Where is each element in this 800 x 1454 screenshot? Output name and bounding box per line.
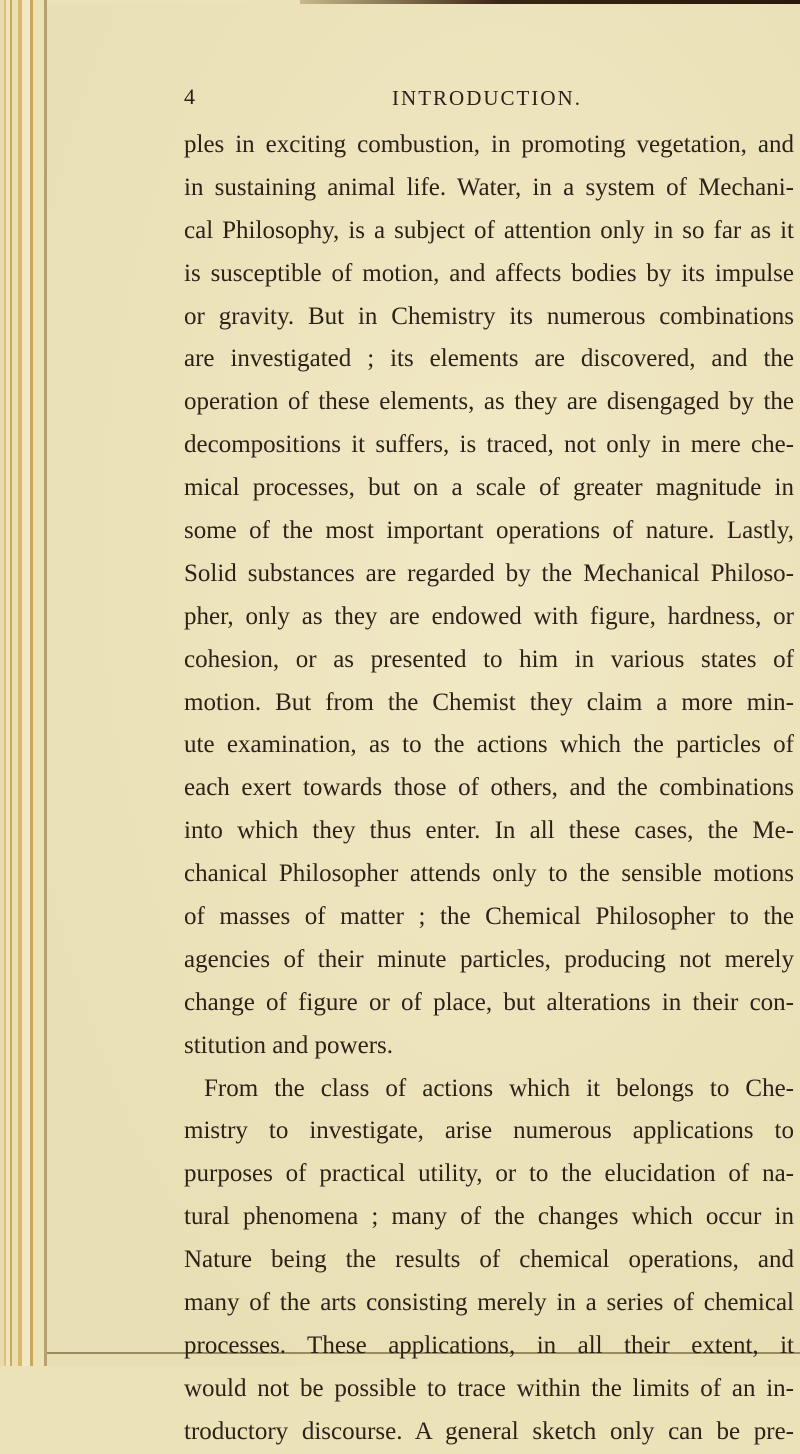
text-line: mistry to investigate, arise numerous applications to: [184, 1117, 794, 1145]
text-line: Solid substances are regarded by the Mechanical Philoso-: [184, 559, 794, 587]
text-line: change of figure or of place, but alterations in their con-: [184, 988, 794, 1016]
body-text: [184, 124, 794, 1454]
running-title: INTRODUCTION.: [392, 86, 582, 110]
text-line: ute examination, as to the actions which the particles of: [184, 731, 794, 759]
text-line: operation of these elements, as they are disengaged by the: [184, 388, 794, 416]
text-line: into which they thus enter. In all these cases, the Me-: [184, 817, 794, 845]
text-line: would not be possible to trace within the limits of an in-: [184, 1374, 794, 1402]
text-line: motion. But from the Chemist they claim a more min-: [184, 688, 794, 716]
text-line: pher, only as they are endowed with figure, hardness, or: [184, 602, 794, 630]
text-line: tural phenomena ; many of the changes which occur in: [184, 1203, 794, 1231]
text-line: some of the most important operations of nature. Lastly,: [184, 517, 794, 545]
text-line: processes. These applications, in all their extent, it: [184, 1331, 794, 1359]
text-line: cal Philosophy, is a subject of attention only in so far as it: [184, 216, 794, 244]
text-line: stitution and powers.: [184, 1031, 394, 1059]
text-line: ples in exciting combustion, in promoting vegetation, and: [184, 131, 794, 158]
text-line: decompositions it suffers, is traced, not only in mere che-: [184, 431, 794, 459]
text-line: cohesion, or as presented to him in various states of: [184, 645, 794, 673]
text-line: chanical Philosopher attends only to the sensible motions: [184, 860, 794, 888]
text-line: Nature being the results of chemical operations, and: [184, 1246, 794, 1274]
text-line: of masses of matter ; the Chemical Philosopher to the: [184, 903, 794, 931]
text-line: are investigated ; its elements are discovered, and the: [184, 345, 794, 373]
text-line: many of the arts consisting merely in a series of chemical: [184, 1289, 794, 1317]
page-number: 4: [184, 84, 195, 109]
text-line: troductory discourse. A general sketch only can be pre-: [184, 1417, 794, 1445]
text-line: or gravity. But in Chemistry its numerous combinations: [184, 302, 794, 330]
text-line: in sustaining animal life. Water, in a system of Mechani-: [184, 173, 794, 201]
book-spine-edge: [0, 0, 46, 1366]
text-line: mical processes, but on a scale of greater magnitude in: [184, 474, 794, 502]
text-line: each exert towards those of others, and the combinations: [184, 774, 794, 802]
text-line: agencies of their minute particles, producing not merely: [184, 945, 794, 973]
page-header: [184, 84, 790, 114]
text-line: is susceptible of motion, and affects bodies by its impulse: [184, 259, 794, 287]
text-line: From the class of actions which it belongs to Che-: [204, 1074, 794, 1102]
text-line: purposes of practical utility, or to the elucidation of na-: [184, 1160, 794, 1188]
